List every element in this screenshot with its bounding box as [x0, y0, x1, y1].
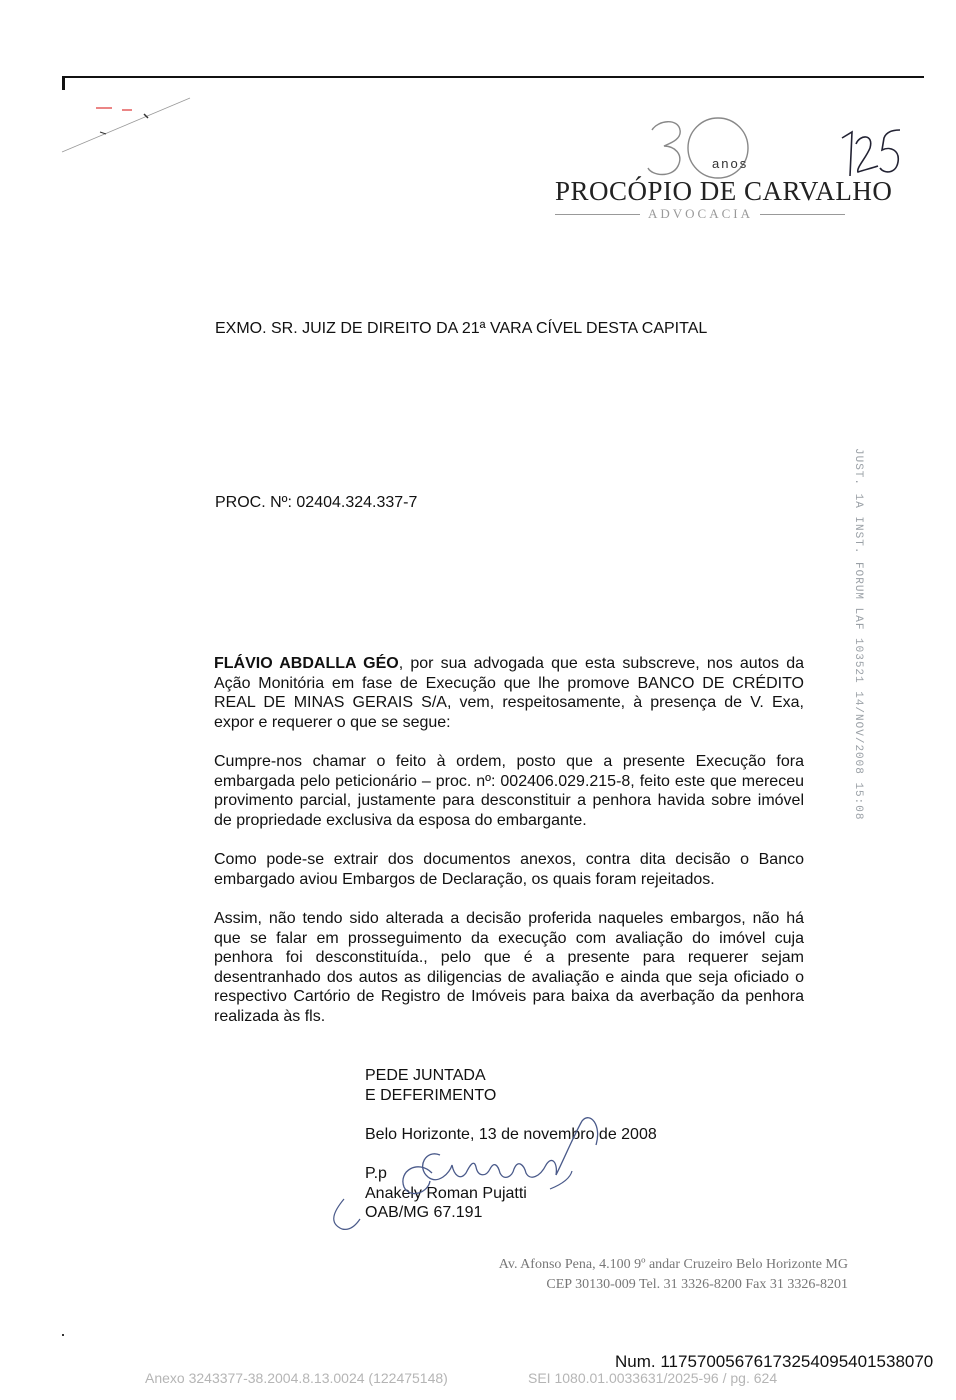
paragraph-3: Como pode-se extrair dos documentos anexos, contra dita decisão o Banco embargado aviou Embargos de Declaração, os quais foram rejeitados. [214, 851, 804, 888]
document-number: Num. 11757005676173254095401538070 [615, 1352, 934, 1371]
addressee-line: EXMO. SR. JUIZ DE DIREITO DA 21ª VARA CÍVEL DESTA CAPITAL [215, 320, 708, 337]
firm-subtitle: ADVOCACIA [648, 206, 753, 221]
place-date: Belo Horizonte, 13 de novembro de 2008 [365, 1126, 657, 1143]
subtitle-rule-left [555, 214, 640, 215]
process-number: PROC. Nº: 02404.324.337-7 [215, 494, 418, 511]
scan-dot [62, 1334, 64, 1336]
paragraph-4: Assim, não tendo sido alterada a decisão proferida naqueles embargos, não há que se falar em prosseguimento da execução com avaliação do imóvel cuja penhora foi desconstituída., pelo que é a presente para requerer sejam desentranhado dos autos as diligencias de avaliação e ainda que seja oficiado o respectivo Cartório de Registro de Imóveis para baixa da averbação da penhora realizada às fls. [214, 910, 804, 1025]
scan-marks [60, 90, 200, 160]
oab-number: OAB/MG 67.191 [365, 1204, 483, 1221]
anniversary-logo-30 [640, 112, 760, 184]
paragraph-2: Cumpre-nos chamar o feito à ordem, posto que a presente Execução fora embargada pelo peticionário – proc. nº: 002406.029.215-8, feito este que mereceu provimento parcial, justamente para desconstituir a penhora havida sobre imóvel de propriedade exclusiva da esposa do embargante. [214, 753, 804, 829]
top-border-corner [62, 76, 65, 90]
party-name: FLÁVIO ABDALLA GÉO [214, 655, 399, 672]
paragraph-1 [214, 654, 804, 732]
subtitle-rule-right [760, 214, 845, 215]
top-border-line [62, 76, 924, 78]
footer-address-line-2: CEP 30130-009 Tel. 31 3326-8200 Fax 31 3326-8201 [546, 1277, 848, 1292]
protocol-stamp: JUST. 1A INST. FORUM LAF 103521 14/NOV/2008 15:08 [852, 448, 864, 821]
firm-name: PROCÓPIO DE CARVALHO [555, 176, 893, 206]
closing-line-1: PEDE JUNTADA [365, 1067, 486, 1084]
annex-reference: Anexo 3243377-38.2004.8.13.0024 (122475148) [145, 1370, 448, 1386]
signer-name: Anakely Roman Pujatti [365, 1184, 527, 1202]
closing-line-2: E DEFERIMENTO [365, 1086, 497, 1104]
sei-reference: SEI 1080.01.0033631/2025-96 / pg. 624 [528, 1370, 778, 1386]
logo-anos-text: anos [712, 156, 749, 171]
footer-address-line-1: Av. Afonso Pena, 4.100 9º andar Cruzeiro Belo Horizonte MG [498, 1257, 848, 1272]
closing-request [365, 1066, 496, 1105]
handwritten-page-number [838, 128, 908, 180]
pp-label: P.p [365, 1165, 387, 1182]
handwritten-signature [320, 1115, 620, 1235]
paragraph-1-text: , por sua advogada que esta subscreve, nos autos da Ação Monitória em fase de Execução que lhe promove BANCO DE CRÉDITO REAL DE MINAS GERAIS S/A, vem, respeitosamente, à presença de V. Exa, expor e requerer o que se segue: [214, 655, 805, 731]
